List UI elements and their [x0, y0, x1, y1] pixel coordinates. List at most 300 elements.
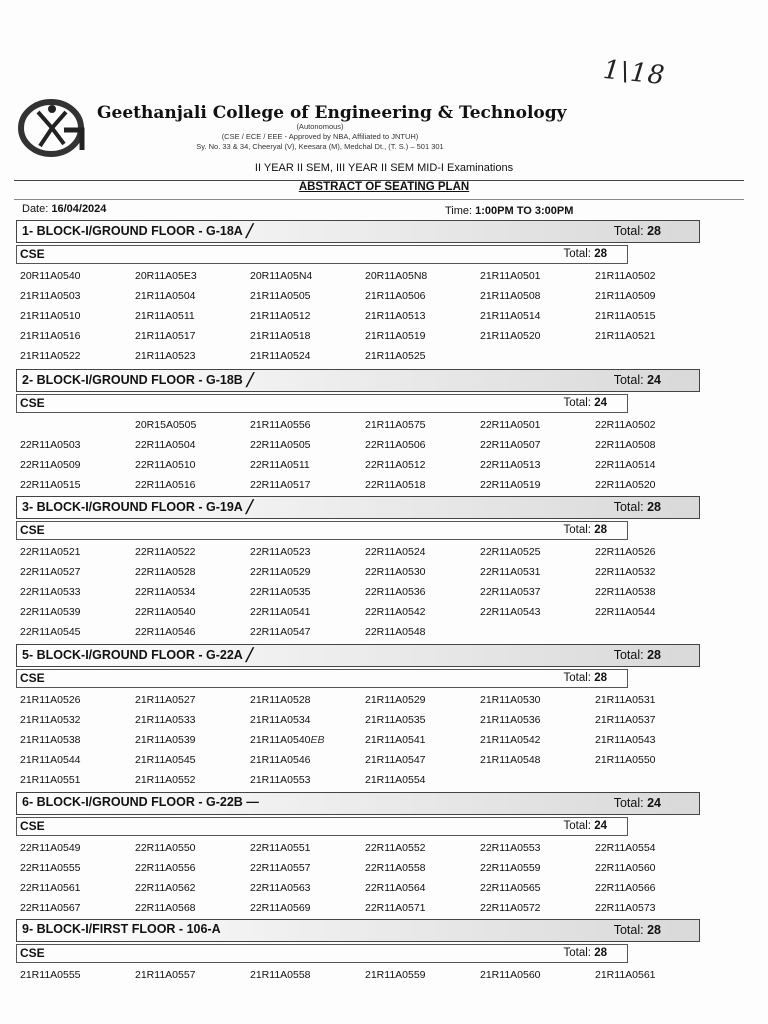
- roll-number-text: 21R11A0505: [250, 290, 311, 302]
- roll-number-text: 22R11A0549: [20, 842, 81, 854]
- roll-number: [246, 266, 361, 286]
- room-total-value: 24: [647, 373, 661, 387]
- department-name: CSE: [20, 671, 45, 685]
- roll-number-text: 22R11A0533: [20, 586, 81, 598]
- roll-number: [16, 878, 131, 898]
- roll-number: [16, 602, 131, 622]
- roll-number-text: 22R11A0572: [480, 902, 541, 914]
- department-total-value: 24: [594, 397, 607, 409]
- roll-number-text: 21R11A0511: [135, 310, 195, 322]
- roll-number-text: 22R11A0524: [365, 546, 426, 558]
- room-total: [614, 224, 661, 238]
- roll-number: [246, 415, 361, 435]
- room-title: [22, 795, 259, 809]
- roll-number-text: 21R11A0559: [365, 969, 426, 981]
- roll-number: [131, 965, 246, 985]
- roll-number: [591, 475, 706, 495]
- roll-number-text: 21R11A0522: [20, 350, 81, 362]
- roll-number: [246, 770, 361, 790]
- roll-number: [16, 306, 131, 326]
- roll-number-text: 22R11A0535: [250, 586, 311, 598]
- room-total-value: 28: [647, 500, 661, 514]
- roll-number-text: 22R11A0507: [480, 439, 541, 451]
- roll-number: [476, 286, 591, 306]
- roll-number-text: 21R11A0560: [480, 969, 541, 981]
- roll-number-text: 22R11A0501: [480, 419, 541, 431]
- roll-number-text: 22R11A0551: [250, 842, 311, 854]
- room-section: [16, 644, 716, 790]
- roll-number: [591, 710, 706, 730]
- roll-number-text: 22R11A0532: [595, 566, 656, 578]
- department-name: CSE: [20, 946, 45, 960]
- roll-number: [361, 750, 476, 770]
- roll-number-text: 22R11A0558: [365, 862, 426, 874]
- roll-number-text: 22R11A0537: [480, 586, 541, 598]
- roll-number: [16, 838, 131, 858]
- roll-number: [246, 750, 361, 770]
- roll-number: [16, 730, 131, 750]
- roll-number-text: 22R11A0542: [365, 606, 426, 618]
- roll-number: [361, 582, 476, 602]
- roll-number-text: 21R11A0524: [250, 350, 311, 362]
- roll-number: [476, 475, 591, 495]
- tick-mark: ╱: [245, 500, 254, 514]
- roll-number: [361, 415, 476, 435]
- college-address: Sy. No. 33 & 34, Cheeryal (V), Keesara (M), Medchal Dt., (T. S.) – 501 301: [196, 142, 444, 151]
- department-total-value: 28: [594, 947, 607, 959]
- roll-number-text: 22R11A0538: [595, 586, 656, 598]
- roll-number: [591, 898, 706, 918]
- roll-number: [476, 542, 591, 562]
- roll-number-text: 21R11A0542: [480, 734, 541, 746]
- roll-number-text: 21R11A0547: [365, 754, 426, 766]
- roll-number: [16, 475, 131, 495]
- tick-mark: ╱: [245, 648, 254, 662]
- roll-number: [476, 730, 591, 750]
- roll-number: [246, 542, 361, 562]
- roll-number: [16, 858, 131, 878]
- roll-number: [131, 690, 246, 710]
- roll-number-text: 22R11A0545: [20, 626, 81, 638]
- roll-number: [591, 435, 706, 455]
- roll-number-text: 21R11A0530: [480, 694, 541, 706]
- roll-number-text: 22R11A0504: [135, 439, 196, 451]
- roll-number: [591, 750, 706, 770]
- room-title: [22, 372, 254, 387]
- roll-number-text: 22R11A0571: [365, 902, 426, 914]
- roll-number-text: 21R11A0512: [250, 310, 311, 322]
- roll-number-text: 22R11A0536: [365, 586, 426, 598]
- roll-number-text: 22R11A0503: [20, 439, 81, 451]
- roll-number: [131, 710, 246, 730]
- department-bar: [16, 944, 628, 963]
- roll-number: [246, 582, 361, 602]
- roll-number-text: 22R11A0516: [135, 479, 196, 491]
- roll-number-grid: [16, 838, 716, 918]
- room-total-value: 28: [647, 648, 661, 662]
- roll-number-text: 21R11A0519: [365, 330, 426, 342]
- roll-number-text: 22R11A0519: [480, 479, 541, 491]
- room-section: [16, 220, 716, 366]
- room-title: [22, 647, 253, 662]
- roll-number-text: 22R11A0564: [365, 882, 426, 894]
- roll-number: [16, 542, 131, 562]
- tick-mark: ╱: [245, 224, 254, 238]
- room-total-label: Total:: [613, 796, 644, 810]
- roll-number-text: 21R11A0558: [250, 969, 311, 981]
- roll-number-text: 22R11A0568: [135, 902, 196, 914]
- roll-number-text: 21R11A0548: [480, 754, 541, 766]
- roll-number-text: 22R11A0544: [595, 606, 656, 618]
- roll-number: [246, 455, 361, 475]
- roll-number: [131, 602, 246, 622]
- roll-number: [16, 965, 131, 985]
- roll-number-text: 21R11A0528: [250, 694, 311, 706]
- room-total-label: Total:: [613, 648, 644, 662]
- department-total: [564, 524, 608, 536]
- roll-number-text: 22R11A0522: [135, 546, 196, 558]
- roll-number: [591, 542, 706, 562]
- room-section: [16, 919, 716, 985]
- department-total-value: 24: [594, 820, 607, 832]
- roll-number-text: 22R11A0539: [20, 606, 81, 618]
- roll-number-text: 22R11A0531: [480, 566, 541, 578]
- roll-number: [361, 266, 476, 286]
- roll-number-text: 21R11A0554: [365, 774, 426, 786]
- roll-number: [16, 326, 131, 346]
- roll-number: [16, 622, 131, 642]
- roll-number-text: 21R11A0538: [20, 734, 81, 746]
- roll-number-text: 21R11A0529: [365, 694, 426, 706]
- department-name: CSE: [20, 523, 45, 537]
- room-header-bar: [16, 644, 700, 667]
- roll-number-text: 22R11A0511: [250, 459, 310, 471]
- room-section: [16, 369, 716, 495]
- roll-number: [591, 266, 706, 286]
- roll-number-text: 21R11A0575: [365, 419, 426, 431]
- room-header-bar: [16, 919, 700, 942]
- roll-number-text: 22R11A0543: [480, 606, 541, 618]
- roll-number: [591, 602, 706, 622]
- roll-number: [476, 326, 591, 346]
- roll-number: [16, 346, 131, 366]
- department-total-label: Total:: [563, 672, 591, 684]
- roll-number-text: 22R11A0528: [135, 566, 196, 578]
- roll-number-text: 22R11A0547: [250, 626, 311, 638]
- room-title-text: 2- BLOCK-I/GROUND FLOOR - G-18B: [22, 373, 243, 387]
- roll-number-text: 21R11A0535: [365, 714, 426, 726]
- roll-number: [476, 965, 591, 985]
- roll-number: [361, 878, 476, 898]
- department-bar: [16, 521, 628, 540]
- roll-number: [361, 435, 476, 455]
- roll-number: [246, 306, 361, 326]
- roll-number: [591, 326, 706, 346]
- roll-number: [131, 750, 246, 770]
- roll-number: [16, 286, 131, 306]
- roll-number: [131, 435, 246, 455]
- roll-number-text: 22R11A0509: [20, 459, 81, 471]
- roll-number-text: 21R11A0540: [250, 734, 311, 746]
- roll-number-text: 22R11A0506: [365, 439, 426, 451]
- roll-number-text: 22R11A0526: [595, 546, 656, 558]
- room-total: [614, 648, 661, 662]
- roll-number-text: 22R11A0550: [135, 842, 196, 854]
- roll-number: [131, 898, 246, 918]
- department-total: [564, 820, 608, 832]
- roll-number: [591, 415, 706, 435]
- roll-number: [131, 878, 246, 898]
- department-total-value: 28: [594, 524, 607, 536]
- roll-number-text: 22R11A0557: [250, 862, 311, 874]
- roll-number-text: 21R11A0534: [250, 714, 311, 726]
- roll-number: [131, 326, 246, 346]
- roll-number: [591, 306, 706, 326]
- roll-number-text: 21R11A0557: [135, 969, 196, 981]
- roll-number: [476, 562, 591, 582]
- roll-number-text: 22R11A0556: [135, 862, 196, 874]
- roll-number-text: 21R11A0543: [595, 734, 656, 746]
- roll-number: [16, 770, 131, 790]
- roll-number: [476, 710, 591, 730]
- roll-number: [246, 286, 361, 306]
- roll-number-text: 20R11A05N4: [250, 270, 313, 282]
- roll-number: [476, 838, 591, 858]
- roll-number-text: 22R11A0559: [480, 862, 541, 874]
- department-total: [564, 672, 608, 684]
- roll-number-text: 22R11A0512: [365, 459, 426, 471]
- roll-number: [246, 475, 361, 495]
- roll-number: [361, 455, 476, 475]
- roll-number-text: 21R11A0553: [250, 774, 311, 786]
- roll-number-text: 21R11A0526: [20, 694, 81, 706]
- roll-number-text: 21R11A0556: [250, 419, 311, 431]
- room-total: [614, 373, 661, 387]
- department-name: CSE: [20, 396, 45, 410]
- roll-number: [476, 602, 591, 622]
- roll-number-text: 22R11A0513: [480, 459, 541, 471]
- roll-number: [16, 898, 131, 918]
- roll-number: [361, 730, 476, 750]
- roll-number-text: 22R11A0540: [135, 606, 196, 618]
- roll-number: [361, 542, 476, 562]
- department-total-label: Total:: [563, 947, 591, 959]
- room-title-text: 1- BLOCK-I/GROUND FLOOR - G-18A: [22, 224, 243, 238]
- roll-number: [591, 878, 706, 898]
- roll-number: [16, 266, 131, 286]
- exam-time: [445, 205, 573, 217]
- roll-number: [476, 878, 591, 898]
- roll-number-text: 22R11A0573: [595, 902, 656, 914]
- roll-number-text: 21R11A0514: [480, 310, 541, 322]
- college-affiliation: (CSE / ECE / EEE - Approved by NBA, Affiliated to JNTUH): [221, 132, 419, 141]
- roll-number: [361, 346, 476, 366]
- document-title: ABSTRACT OF SEATING PLAN: [298, 181, 470, 193]
- room-header-bar: [16, 496, 700, 519]
- room-total: [614, 796, 661, 810]
- roll-number: [476, 306, 591, 326]
- roll-number: [246, 730, 361, 750]
- roll-number-grid: [16, 965, 716, 985]
- date-value: 16/04/2024: [51, 203, 107, 215]
- roll-number-text: 21R11A0503: [20, 290, 81, 302]
- room-total-value: 28: [647, 224, 661, 238]
- room-total-value: 24: [647, 796, 661, 810]
- roll-number: [131, 455, 246, 475]
- roll-number: [476, 690, 591, 710]
- roll-number: [16, 455, 131, 475]
- roll-number: [246, 898, 361, 918]
- roll-number-text: 22R11A0566: [595, 882, 656, 894]
- roll-number-text: 21R11A0537: [595, 714, 656, 726]
- roll-number-text: 21R11A0504: [135, 290, 196, 302]
- roll-number: [131, 730, 246, 750]
- roll-number: [246, 435, 361, 455]
- room-title-text: 9- BLOCK-I/FIRST FLOOR - 106-A: [22, 922, 221, 936]
- roll-number: [591, 286, 706, 306]
- roll-number-text: 21R11A0525: [365, 350, 426, 362]
- roll-number: [131, 286, 246, 306]
- room-title: [22, 223, 253, 238]
- roll-number-text: 22R11A0562: [135, 882, 196, 894]
- roll-number: [246, 878, 361, 898]
- roll-number-text: 22R11A0530: [365, 566, 426, 578]
- roll-number: [246, 710, 361, 730]
- roll-number: [476, 435, 591, 455]
- roll-number-text: 21R11A0531: [595, 694, 656, 706]
- roll-number: [476, 898, 591, 918]
- roll-number-text: 21R11A0513: [365, 310, 426, 322]
- roll-number-text: 21R11A0516: [20, 330, 81, 342]
- roll-number-text: 22R11A0527: [20, 566, 81, 578]
- roll-number-text: 21R11A0541: [365, 734, 426, 746]
- roll-number-text: 22R11A0555: [20, 862, 81, 874]
- room-total-label: Total:: [613, 923, 644, 937]
- roll-number: [131, 475, 246, 495]
- roll-number-text: 21R11A0510: [20, 310, 81, 322]
- department-total: [564, 947, 608, 959]
- department-name: CSE: [20, 819, 45, 833]
- roll-number: [246, 690, 361, 710]
- room-section: [16, 792, 716, 918]
- roll-number-text: 22R11A0525: [480, 546, 541, 558]
- roll-number: [361, 562, 476, 582]
- roll-number-text: 20R11A0540: [20, 270, 81, 282]
- roll-number: [361, 710, 476, 730]
- roll-number: [361, 965, 476, 985]
- room-title-text: 6- BLOCK-I/GROUND FLOOR - G-22B: [22, 795, 243, 809]
- room-title: [22, 499, 253, 514]
- exam-date: [22, 203, 106, 215]
- college-details: [95, 122, 545, 152]
- roll-number: [591, 455, 706, 475]
- roll-number: [591, 582, 706, 602]
- room-total-value: 28: [647, 923, 661, 937]
- roll-number-text: 21R11A0518: [250, 330, 311, 342]
- roll-number-text: 22R11A0563: [250, 882, 311, 894]
- roll-number: [131, 582, 246, 602]
- roll-number: [361, 838, 476, 858]
- roll-number-text: 21R11A0552: [135, 774, 196, 786]
- room-section: [16, 496, 716, 642]
- room-total-label: Total:: [613, 373, 644, 387]
- roll-number: [361, 858, 476, 878]
- roll-number: [16, 582, 131, 602]
- roll-number: [361, 306, 476, 326]
- time-label: Time:: [445, 205, 473, 217]
- roll-number: [131, 838, 246, 858]
- roll-number-text: 22R11A0534: [135, 586, 196, 598]
- room-title-text: 5- BLOCK-I/GROUND FLOOR - G-22A: [22, 648, 243, 662]
- roll-number: [591, 858, 706, 878]
- roll-number-text: 22R11A0505: [250, 439, 311, 451]
- room-header-bar: [16, 369, 700, 392]
- department-total-label: Total:: [563, 820, 591, 832]
- college-autonomous: (Autonomous): [296, 122, 344, 131]
- roll-number-text: 22R11A0518: [365, 479, 426, 491]
- tick-mark: ╱: [246, 373, 254, 387]
- roll-number-text: 22R11A0569: [250, 902, 311, 914]
- roll-number: [16, 750, 131, 770]
- room-total-label: Total:: [613, 224, 644, 238]
- room-header-bar: [16, 220, 700, 243]
- roll-number: [591, 965, 706, 985]
- time-value: 1:00PM TO 3:00PM: [475, 205, 574, 217]
- roll-number-text: 22R11A0541: [250, 606, 311, 618]
- college-logo: [18, 98, 88, 158]
- roll-number-text: 21R11A0545: [135, 754, 196, 766]
- room-header-bar: [16, 792, 700, 815]
- roll-number-text: 22R11A0548: [365, 626, 426, 638]
- roll-number: [476, 750, 591, 770]
- roll-number: [131, 858, 246, 878]
- roll-number-grid: [16, 415, 716, 495]
- roll-number: [476, 266, 591, 286]
- department-bar: [16, 669, 628, 688]
- handwritten-note: EB: [310, 734, 325, 746]
- room-total-label: Total:: [613, 500, 644, 514]
- roll-number-text: 21R11A0520: [480, 330, 541, 342]
- roll-number-text: 22R11A0523: [250, 546, 311, 558]
- room-title-text: 3- BLOCK-I/GROUND FLOOR - G-19A: [22, 500, 243, 514]
- department-name: CSE: [20, 247, 45, 261]
- department-bar: [16, 394, 628, 413]
- roll-number: [361, 690, 476, 710]
- department-total: [564, 397, 608, 409]
- roll-number-text: 21R11A0502: [595, 270, 656, 282]
- roll-number-text: 22R11A0508: [595, 439, 656, 451]
- roll-number: [591, 690, 706, 710]
- roll-number: [246, 602, 361, 622]
- roll-number: [246, 858, 361, 878]
- roll-number: [361, 898, 476, 918]
- roll-number-text: 21R11A0546: [250, 754, 311, 766]
- roll-number: [246, 346, 361, 366]
- roll-number-text: 21R11A0555: [20, 969, 81, 981]
- roll-number-text: 20R11A05E3: [135, 270, 197, 282]
- roll-number: [361, 602, 476, 622]
- room-total: [614, 923, 661, 937]
- roll-number-text: 22R11A0561: [20, 882, 81, 894]
- roll-number: [361, 622, 476, 642]
- department-bar: [16, 245, 628, 264]
- roll-number: [246, 326, 361, 346]
- roll-number: [246, 562, 361, 582]
- roll-number-text: 21R11A0551: [20, 774, 81, 786]
- roll-number-grid: [16, 266, 716, 366]
- roll-number: [246, 838, 361, 858]
- roll-number-text: 21R11A0561: [595, 969, 656, 981]
